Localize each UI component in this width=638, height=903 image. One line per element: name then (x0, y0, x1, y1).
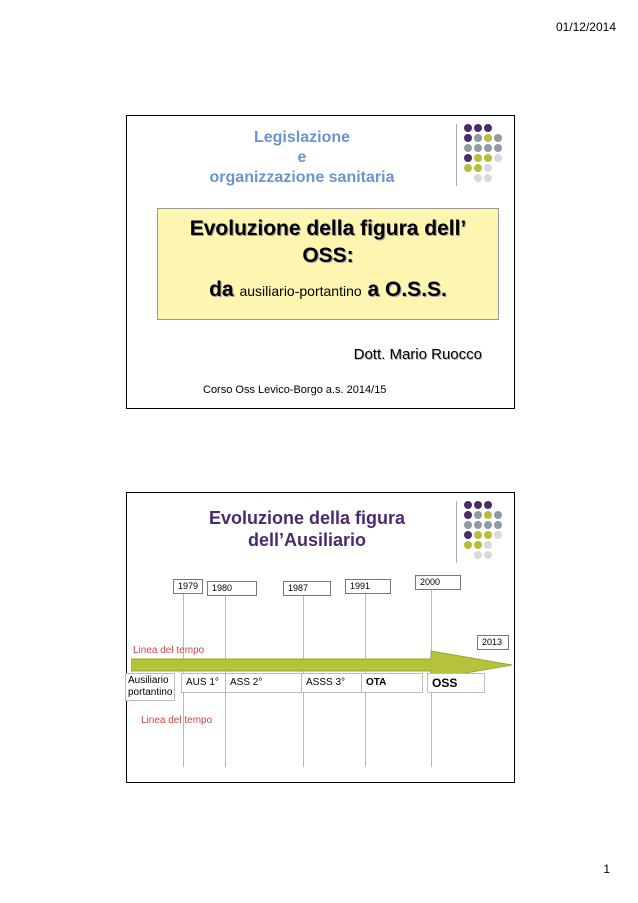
page-number: 1 (603, 862, 610, 876)
title-line: dell’Ausiliario (247, 530, 367, 550)
role-line: Ausiliario (128, 675, 169, 686)
highlight-box (157, 208, 499, 320)
box-line-3-b: ausiliario-portantino (239, 283, 362, 299)
box-line-3 (158, 275, 498, 306)
timeline-label: Linea del tempo (133, 645, 205, 656)
box-line-1: Evoluzione della figura dell’ (189, 217, 467, 240)
role-asss3: ASSS 3° (301, 673, 363, 693)
title-line: organizzazione sanitaria (209, 169, 395, 186)
year-box: 2000 (415, 575, 461, 590)
box-line-2: OSS: (302, 244, 354, 267)
slide-1 (126, 115, 515, 409)
role-oss: OSS (427, 673, 485, 693)
year-box: 1991 (345, 579, 391, 594)
slide-2 (126, 492, 515, 783)
box-line-3-a: da (209, 278, 234, 301)
role-ass2: ASS 2° (225, 673, 303, 693)
role-aus1: AUS 1° (181, 673, 227, 693)
role-ausiliario-portantino (125, 673, 175, 701)
title-line: e (297, 149, 307, 166)
role-line: portantino (128, 687, 173, 698)
header-date: 01/12/2014 (555, 20, 616, 34)
title-line: Evoluzione della figura (208, 508, 406, 528)
title-line: Legislazione (253, 129, 351, 146)
slide-1-title (167, 128, 437, 188)
year-box: 1987 (283, 581, 331, 596)
timeline-label-2: Linea del tempo (141, 715, 213, 726)
role-ota: OTA (361, 673, 423, 693)
box-line-3-c: a O.S.S. (367, 278, 447, 301)
slide-2-title (167, 507, 447, 551)
decorative-dots-icon (450, 501, 506, 563)
year-box: 2013 (477, 635, 509, 650)
year-box: 1980 (207, 581, 257, 596)
course-label: Corso Oss Levico-Borgo a.s. 2014/15 (203, 384, 387, 396)
year-box: 1979 (173, 579, 203, 594)
decorative-dots-icon (450, 124, 506, 186)
author-name: Dott. Mario Ruocco (353, 346, 482, 363)
